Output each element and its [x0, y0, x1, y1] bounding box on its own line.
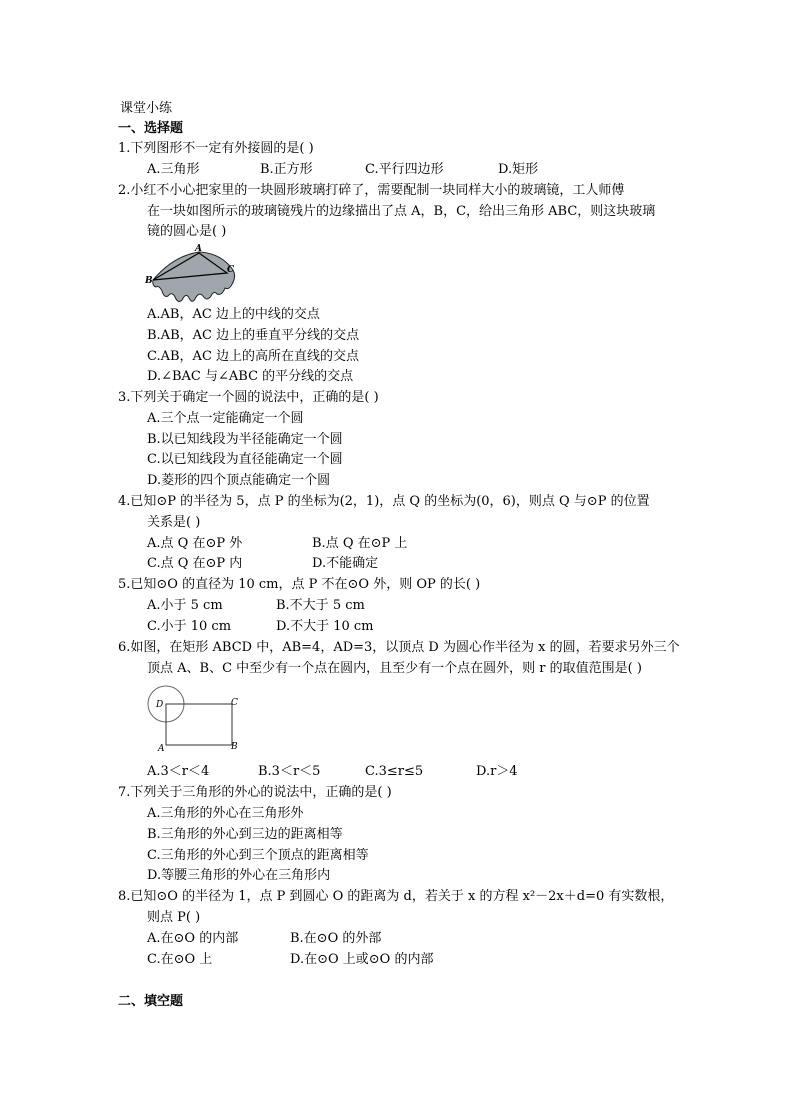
q6-figure-label-a: A	[158, 744, 165, 753]
q8-option-d: D.在⊙O 上或⊙O 的内部	[290, 952, 434, 967]
q6-stem-line1: 6.如图，在矩形 ABCD 中，AB=4，AD=3，以顶点 D 为圆心作半径为 x 的圆，若要求另外三个	[118, 640, 680, 655]
q6-option-c: C.3≤r≤5	[365, 764, 424, 779]
q2-stem-line3: 镜的圆心是( )	[147, 224, 227, 239]
q2-figure-label-c: C	[227, 265, 235, 275]
q5-option-a: A.小于 5 cm	[147, 598, 223, 613]
q3-option-d: D.菱形的四个顶点能确定一个圆	[147, 473, 331, 488]
q2-stem-line2: 在一块如图所示的玻璃镜残片的边缘描出了点 A，B，C，给出三角形 ABC，则这块玻璃	[147, 204, 656, 219]
q5-option-d: D.不大于 10 cm	[276, 619, 374, 634]
q4-option-b: B.点 Q 在⊙P 上	[312, 536, 408, 551]
q1-option-b: B.正方形	[260, 162, 313, 177]
q1-stem: 1.下列图形不一定有外接圆的是( )	[118, 141, 314, 156]
q7-option-b: B.三角形的外心到三边的距离相等	[147, 827, 343, 842]
q8-stem-line1: 8.已知⊙O 的半径为 1，点 P 到圆心 O 的距离为 d，若关于 x 的方程 x²－2x＋d=0 有实数根，	[118, 889, 674, 904]
q3-option-c: C.以已知线段为直径能确定一个圆	[147, 452, 343, 467]
q2-figure-label-b: B	[145, 276, 153, 286]
q5-option-b: B.不大于 5 cm	[276, 598, 365, 613]
q1-option-c: C.平行四边形	[365, 162, 444, 177]
q4-option-a: A.点 Q 在⊙P 外	[147, 536, 243, 551]
q8-option-b: B.在⊙O 的外部	[290, 931, 382, 946]
q4-stem-line2: 关系是( )	[147, 515, 201, 530]
q3-option-a: A.三个点一定能确定一个圆	[147, 411, 304, 426]
q6-stem-line2: 顶点 A、B、C 中至少有一个点在圆内，且至少有一个点在圆外，则 r 的取值范围是( )	[147, 661, 642, 676]
q6-option-d: D.r＞4	[476, 764, 518, 779]
q8-option-c: C.在⊙O 上	[147, 952, 213, 967]
q2-stem-line1: 2.小红不小心把家里的一块圆形玻璃打碎了，需要配制一块同样大小的玻璃镜，工人师傅	[118, 183, 625, 198]
q5-stem: 5.已知⊙O 的直径为 10 cm，点 P 不在⊙O 外，则 OP 的长( )	[118, 577, 481, 592]
q1-option-a: A.三角形	[147, 162, 200, 177]
section-multiple-choice: 一、选择题	[118, 121, 184, 136]
q2-figure-label-a: A	[195, 244, 202, 254]
q7-option-d: D.等腰三角形的外心在三角形内	[147, 868, 331, 883]
q7-stem: 7.下列关于三角形的外心的说法中，正确的是( )	[118, 785, 392, 800]
q2-option-d: D.∠BAC 与∠ABC 的平分线的交点	[147, 369, 354, 384]
worksheet-heading: 课堂小练	[120, 101, 173, 116]
q1-option-d: D.矩形	[498, 162, 539, 177]
q6-figure-label-d: D	[156, 700, 164, 710]
q2-broken-glass-figure	[145, 244, 245, 306]
q3-option-b: B.以已知线段为半径能确定一个圆	[147, 432, 343, 447]
q8-option-a: A.在⊙O 的内部	[147, 931, 239, 946]
q6-rectangle-figure	[145, 683, 245, 753]
q6-option-b: B.3＜r＜5	[258, 764, 321, 779]
q4-option-c: C.点 Q 在⊙P 内	[147, 556, 243, 571]
q4-stem-line1: 4.已知⊙P 的半径为 5，点 P 的坐标为(2，1)，点 Q 的坐标为(0，6)，则点 Q 与⊙P 的位置	[118, 494, 650, 509]
q5-option-c: C.小于 10 cm	[147, 619, 232, 634]
q6-figure-label-b: B	[231, 742, 238, 752]
q2-option-c: C.AB，AC 边上的高所在直线的交点	[147, 349, 360, 364]
q6-figure-label-c: C	[231, 698, 238, 708]
q8-stem-line2: 则点 P( )	[147, 910, 201, 925]
q7-option-c: C.三角形的外心到三个顶点的距离相等	[147, 848, 369, 863]
q2-option-a: A.AB，AC 边上的中线的交点	[147, 307, 320, 322]
q4-option-d: D.不能确定	[312, 556, 379, 571]
q3-stem: 3.下列关于确定一个圆的说法中，正确的是( )	[118, 390, 379, 405]
q7-option-a: A.三角形的外心在三角形外	[147, 806, 304, 821]
section-fill-in-blank: 二、填空题	[118, 994, 184, 1009]
q6-option-a: A.3＜r＜4	[147, 764, 210, 779]
q2-option-b: B.AB，AC 边上的垂直平分线的交点	[147, 328, 360, 343]
